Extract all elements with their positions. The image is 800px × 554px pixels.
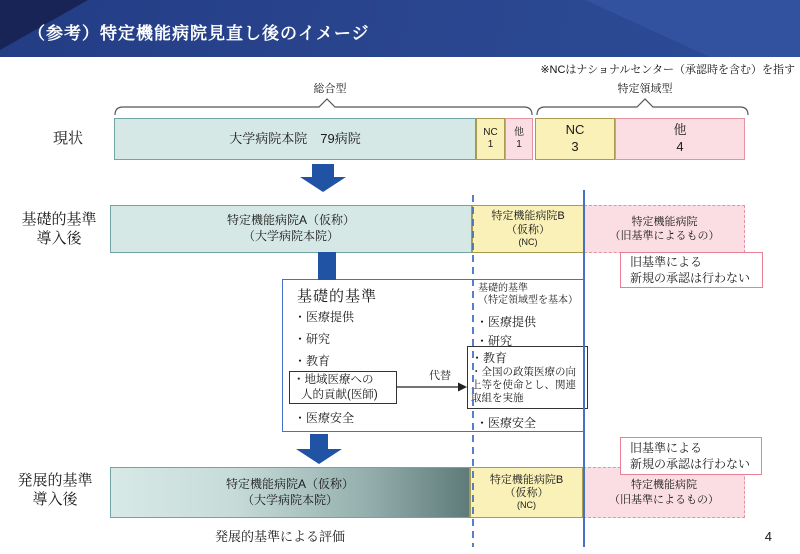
criteria-left-item-research: ・研究	[294, 332, 331, 346]
bracket-tokutei	[537, 99, 748, 115]
criteria-right-title1: 基礎的基準	[478, 283, 528, 294]
slide-header	[0, 0, 800, 57]
hospital-old-adv-line2: （旧基準によるもの）	[609, 493, 719, 506]
nc-small-count: 1	[487, 139, 494, 150]
row-label-advanced-line2: 導入後	[32, 490, 78, 508]
criteria-left-item-care: ・医療提供	[294, 310, 355, 324]
group-label-tokutei: 特定領域型	[617, 83, 673, 95]
page-number: 4	[764, 529, 772, 544]
header-diagonal-band	[550, 0, 800, 57]
hospital-old-line1: 特定機能病院	[631, 215, 698, 228]
row-label-current: 現状	[52, 130, 83, 147]
box-nc-large	[535, 118, 615, 160]
connector-bar	[318, 252, 336, 280]
criteria-detail-box	[282, 279, 584, 432]
row-label-advanced-line1: 発展的基準	[17, 472, 93, 489]
row-label-basic	[8, 211, 110, 249]
hospital-b-adv-line1: 特定機能病院B	[489, 473, 564, 486]
criteria-left-item-safety: ・医療安全	[294, 411, 355, 425]
box-hospital-a-advanced	[110, 467, 470, 518]
criteria-right-item-research: ・研究	[476, 334, 513, 348]
box-hospital-b-basic	[472, 205, 584, 253]
group-label-sogo: 総合型	[313, 83, 347, 95]
box-hospital-a-basic	[110, 205, 472, 253]
row-label-advanced	[4, 472, 106, 510]
old-rule-note-advanced	[620, 437, 762, 475]
hospital-b-line1: 特定機能病院B	[491, 210, 565, 223]
hospital-b-line3: (NC)	[518, 236, 538, 247]
hospital-old-line2: （旧基準によるもの）	[609, 230, 720, 242]
other-large-name: 他	[673, 122, 687, 138]
criteria-right-item-safety: ・医療安全	[476, 416, 537, 430]
old-rule-note-adv-line2: 新規の承認は行わない	[630, 457, 751, 471]
nc-large-count: 3	[571, 139, 579, 154]
nc-large-name: NC	[565, 122, 585, 138]
hospital-a-adv-line1: 特定機能病院A（仮称）	[225, 476, 354, 491]
hospital-b-line2: （仮称）	[506, 223, 550, 236]
hospital-b-adv-line2: （仮称）	[504, 487, 549, 500]
other-small-count: 1	[516, 139, 522, 150]
right-boxed-education: ・教育	[471, 351, 508, 365]
criteria-left-item-education: ・教育	[294, 354, 331, 368]
hospital-a-line1: 特定機能病院A（仮称）	[226, 213, 355, 228]
nc-small-name: NC	[483, 127, 498, 138]
right-boxed-line3: 取組を実施	[471, 392, 524, 405]
bracket-sogo	[115, 99, 532, 115]
criteria-left-title: 基礎的基準	[297, 288, 378, 305]
box-other-small	[505, 118, 533, 160]
box-hospital-b-advanced	[470, 467, 583, 518]
old-rule-note-line2: 新規の承認は行わない	[630, 271, 751, 285]
hospital-old-adv-line1: 特定機能病院	[631, 479, 697, 492]
down-arrow-2-icon	[296, 434, 342, 464]
down-arrow-1-icon	[300, 164, 346, 192]
criteria-left-boxed-regional	[289, 371, 397, 404]
advanced-evaluation-caption: 発展的基準による評価	[214, 529, 345, 544]
right-boxed-line1: ・全国の政策医療の向	[471, 366, 576, 378]
regional-line1: ・地域医療への	[293, 374, 374, 387]
criteria-right-title2: （特定領域型を基本）	[478, 295, 578, 306]
criteria-right-item-care: ・医療提供	[476, 315, 537, 329]
hospital-b-adv-line3: (NC)	[517, 500, 536, 511]
row-label-basic-line1: 基礎的基準	[21, 211, 97, 228]
old-rule-note-line1: 旧基準による	[630, 254, 703, 269]
box-other-large	[615, 118, 745, 160]
row-label-basic-line2: 導入後	[36, 229, 82, 247]
other-small-name: 他	[514, 127, 524, 138]
hospital-a-line2: （大学病院本院）	[242, 229, 339, 243]
old-rule-note-adv-line1: 旧基準による	[630, 440, 703, 455]
nc-footnote: ※NCはナショナルセンター（承認時を含む）を指す	[540, 64, 795, 76]
right-boxed-line2: 上等を使命とし、関連	[471, 379, 576, 392]
box-nc-small	[476, 118, 505, 160]
other-large-count: 4	[676, 139, 684, 154]
box-hospital-old-basic	[584, 205, 745, 253]
substitute-label: 代替	[429, 370, 451, 382]
hospital-a-adv-line2: （大学病院本院）	[241, 492, 338, 507]
page-title: （参考）特定機能病院見直し後のイメージ	[28, 24, 370, 43]
box-university-hospitals	[114, 118, 476, 160]
box-university-hospitals-text: 大学病院本院 79病院	[229, 130, 361, 146]
old-rule-note-basic	[620, 252, 763, 288]
regional-line2: 人的貢献(医師)	[301, 388, 378, 401]
criteria-right-boxed	[467, 346, 588, 409]
